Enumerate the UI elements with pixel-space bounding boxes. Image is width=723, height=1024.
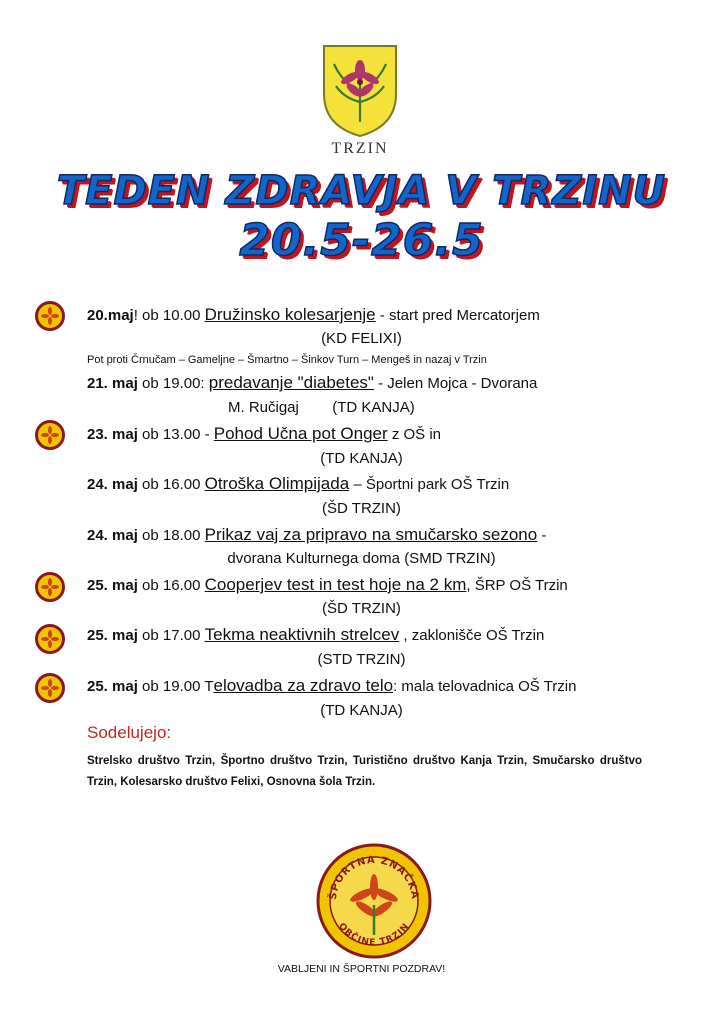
event-activity: Prikaz vaj za pripravo na smučarsko sezono bbox=[204, 525, 538, 544]
event-line bbox=[87, 424, 441, 444]
event-location: - bbox=[537, 527, 547, 544]
page-title: TEDEN ZDRAVJA V TRZINU bbox=[56, 168, 667, 214]
sport-badge-icon bbox=[35, 301, 65, 331]
event-activity: Cooperjev test in test hoje na 2 km bbox=[204, 575, 467, 594]
participants-list: Strelsko društvo Trzin, Športno društvo Trzin, Turistično društvo Kanja Trzin, Smučarsko društvo Trzin, Kolesarsko društvo Felixi, Osnovna šola Trzin. bbox=[87, 755, 642, 788]
event-time: ob 17.00 bbox=[137, 627, 205, 644]
event-location: z OŠ in bbox=[387, 426, 442, 443]
event-date: 24. maj bbox=[87, 476, 138, 493]
event-organizer: dvorana Kulturnega doma (SMD TRZIN) bbox=[227, 550, 496, 567]
event-activity: elovadba za zdravo telo bbox=[213, 676, 394, 695]
event-line bbox=[87, 373, 537, 393]
event-date: 20.maj bbox=[87, 307, 134, 324]
event-location: , zaklonišče OŠ Trzin bbox=[399, 627, 545, 644]
event-organizer: (ŠD TRZIN) bbox=[322, 500, 401, 517]
event-time: ! ob 10.00 bbox=[133, 307, 205, 324]
badge-bottom-text: OBČINE TRZIN bbox=[336, 921, 412, 949]
sport-badge-icon bbox=[35, 624, 65, 654]
event-organizer: (ŠD TRZIN) bbox=[322, 600, 401, 617]
event-time: ob 16.00 bbox=[137, 476, 205, 493]
participants-heading: Sodelujejo: bbox=[87, 723, 172, 742]
event-location: - Jelen Mojca - Dvorana bbox=[373, 375, 538, 392]
sport-badge-logo-icon bbox=[316, 843, 432, 959]
event-organizer: (KD FELIXI) bbox=[321, 330, 402, 347]
event-activity: Pohod Učna pot Onger bbox=[213, 424, 388, 443]
crest-name: TRZIN bbox=[331, 140, 389, 157]
event-route: Pot proti Črnučam – Gameljne – Šmartno – Šinkov Turn – Mengeš in nazaj v Trzin bbox=[87, 354, 487, 366]
event-time: ob 16.00 bbox=[137, 577, 205, 594]
event-line bbox=[87, 625, 544, 645]
event-organizer: (TD KANJA) bbox=[320, 702, 403, 719]
event-time: ob 18.00 bbox=[137, 527, 205, 544]
footer-greeting: VABLJENI IN ŠPORTNI POZDRAV! bbox=[277, 963, 446, 975]
event-date: 25. maj bbox=[87, 678, 138, 695]
event-organizer: (STD TRZIN) bbox=[317, 651, 406, 668]
event-date: 25. maj bbox=[87, 627, 138, 644]
date-range: 20.5-26.5 bbox=[239, 215, 484, 266]
event-date: 25. maj bbox=[87, 577, 138, 594]
event-line bbox=[87, 525, 546, 545]
sport-badge-icon bbox=[35, 572, 65, 602]
event-activity: predavanje "diabetes" bbox=[208, 373, 374, 392]
sport-badge-icon bbox=[35, 673, 65, 703]
event-organizer: (TD KANJA) bbox=[320, 450, 403, 467]
event-date: 24. maj bbox=[87, 527, 138, 544]
event-location: : mala telovadnica OŠ Trzin bbox=[393, 678, 577, 695]
event-time: ob 19.00 T bbox=[137, 678, 214, 695]
event-activity: Tekma neaktivnih strelcev bbox=[204, 625, 400, 644]
trzin-crest-icon bbox=[320, 42, 400, 138]
event-time: ob 19.00: bbox=[137, 375, 209, 392]
event-line bbox=[87, 676, 576, 696]
event-time: ob 13.00 - bbox=[137, 426, 214, 443]
event-activity: Družinsko kolesarjenje bbox=[204, 305, 376, 324]
event-organizer: M. Ručigaj (TD KANJA) bbox=[228, 399, 415, 416]
sport-badge-icon bbox=[35, 420, 65, 450]
event-line bbox=[87, 575, 568, 595]
event-line bbox=[87, 305, 540, 325]
event-line bbox=[87, 474, 509, 494]
badge-top-text: ŠPORTNA ZNAČKA bbox=[327, 854, 421, 901]
event-location: , ŠRP OŠ Trzin bbox=[466, 577, 568, 594]
event-location: – Športni park OŠ Trzin bbox=[349, 476, 510, 493]
event-location: - start pred Mercatorjem bbox=[375, 307, 540, 324]
event-date: 21. maj bbox=[87, 375, 138, 392]
event-date: 23. maj bbox=[87, 426, 138, 443]
event-activity: Otroška Olimpijada bbox=[204, 474, 350, 493]
